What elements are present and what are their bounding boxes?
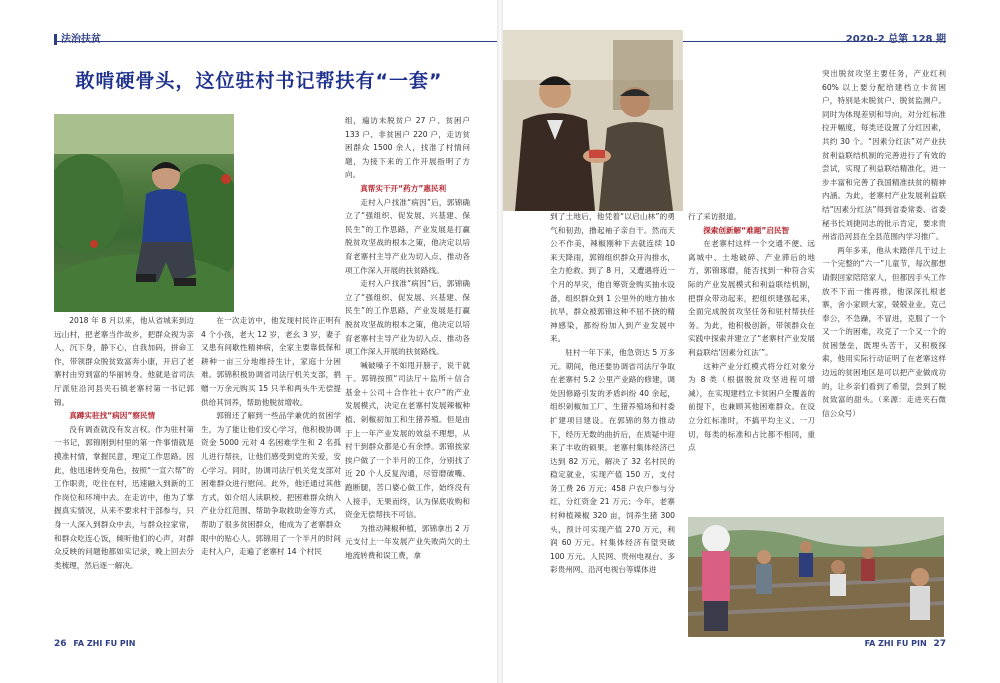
header-rule-left (54, 41, 497, 42)
footer-right (865, 639, 946, 649)
paragraph: 在老寨村这样一个交通不便、远离城中、土地破碎、产业滞后的地方，郭锦琢磨，能否找到一种符合实际的产业发展模式和利益联结机制，把群众带动起来，把组织建强起来，全面完成脱贫攻坚任务和驻村帮扶任务。为此，他积极创新，带领群众在实践中探索并建立了“老寨村产业发展利益联结‘因素分红法’”。 (688, 239, 815, 357)
column-a (54, 314, 194, 572)
paragraph: 走村入户找准“病因”后，郭锦确立了“强组织、促发展、兴基建、保民生”的工作思路，产业发展是打赢脱贫攻坚战的根本之策，他决定以培育老寨村主导产业为切入点、推动各项工作深入开展的扶贫路线。 (345, 279, 470, 357)
photo-man-in-field-icon (54, 114, 234, 312)
column-e (688, 210, 815, 455)
issue-tag: 2020-2 总第 128 期 (845, 34, 946, 45)
footer-label-left: FA ZHI FU PIN (73, 639, 136, 648)
paragraph: 驻村一年下来，他急资达 5 万多元。期间，他还要协调省司法厅争取在老寨村 5.2 公里产业路的修建，调处因修路引发的矛盾纠纷 40 余起，组织剁椒加工厂、生猪养殖场和村委扩建项目建设。在郭锦的努力推动下，经历无数的曲折后，在质疑中迎来了丰收的硕果。老寨村集体经济已达到 82 万元，解决了 32 名村民的稳定就业，实现产值 150 万，支付务工费 26 万元；458 户农户参与分红，分红资金 21 万元；今年，老寨村种植辣椒 320 亩，饲养生猪 300 头，预计可实现产值 270 万元，利润 60 万元。村集体经济有望突破 100 万元。人民网、贵州电视台、多彩贵州网、沿河电视台等媒体进 (550, 347, 675, 575)
photo-two-men-indoor-icon (503, 30, 683, 211)
paragraph: 行了采访报道。 (688, 212, 742, 221)
section-tag: 法治扶贫 (54, 34, 101, 45)
article-title: 敢啃硬骨头，这位驻村书记帮扶有“一套” (75, 70, 443, 92)
column-b (201, 314, 341, 559)
paragraph: 没有调查就没有发言权。作为驻村第一书记，郭锦刚到村里的第一件事情就是摸准村情，掌握民意，理定工作思路。因此，他迅速转变角色，按照“一宣六帮”的工作职责，吃住在村，迅速融入到新的工作岗位和环境中去。在走访中，他为了掌握真实情况，从来不要求村干部参与，只身一人深入到群众中去，与群众拉家常，和群众吃连心饭，倾听他们的心声，对群众反映的问题他都如实记录，晚上回去分类梳理，然后逐一解决。 (54, 424, 194, 570)
photo-two-men-indoor (503, 30, 683, 211)
paragraph: 两年多来，他从未踏伴几于过上一个完整的“六一”儿童节，每次都想请假回家陪陪家人，但都因手头工作放不下而一推再推，他深深扎根老寨，舍小家顾大家，兢兢业业，克己奉公，不急躁，不冒进，克服了一个又一个的困难，攻克了一个又一个的贫困堡垒，既埋头苦干，又积极探索，他用实际行动证明了在老寨这样边远的贫困地区是可以把产业做成功的，让乡亲们看到了希望，尝到了脱贫致富的甜头。（来源：走进夹石微信公众号） (822, 245, 946, 418)
photo-villagers-planting-icon (688, 517, 944, 637)
page-number-left: 26 (54, 639, 67, 649)
paragraph: 喊破嗓子不如甩开膀子，说干就干。郭锦按照“司法厅＋监所＋信合基金＋公司＋合作社＋农户”的产业发展模式，决定在老寨村发展辣椒种植、剁椒初加工和生猪养殖。但是由于上一年产业发展的效益不理想，从村干到群众都是心有余悸。郭锦挨家挨户做了一个半月的工作，分别找了近 20 个人反复沟通，尽管磨破嘴、跑断腿，苦口婆心做工作，始终没有人接手，无果而终，认为保底收购和资金无偿帮扶不可信。 (345, 360, 470, 520)
photo-villagers-planting (688, 517, 944, 637)
column-d (550, 210, 675, 577)
paragraph: 郭锦还了解到一些品学兼优的贫困学生，为了能让他们安心学习，他积极协调资金 5000 元对 4 名困难学生和 2 名孤儿进行帮扶，让他们感受到党的关爱，安心学习。同时，协调司法厅机关党支部对困难群众进行慰问。此外，他还通过其他方式，如介绍人读职校、把困难群众纳入产业分红范围、帮助争取救助金等方式，帮助了很多贫困群众，他成为了老寨群众眼中的贴心人。郭锦用了一个半月的时间走村入户，走遍了老寨村 14 个村民 (201, 411, 341, 557)
subheading-red: 真帮实干开“药方”惠民利 (360, 183, 447, 193)
subheading-red: 探索创新解“难题”启民智 (703, 225, 790, 235)
column-c (345, 114, 470, 563)
paragraph: 组，遍访未脱贫户 27 户、贫困户 133 户、非贫困户 220 户，走访贫困群众 1500 余人，找准了村情问题，为接下来的工作开展指明了方向。 (345, 116, 470, 180)
paragraph: 到了土地后，他凭着“以启山林”的勇气和韧劲，撸起袖子亲自干。然而天公不作美，辣椒刚种下去就连续 10 来天降雨，郭锦组织群众开沟排水，全力抢救。到了 8 月，又遭遇将近一个月的旱灾，他自筹资金购买抽水设备，组织群众到 1 公里外的地方抽水抗旱，群众被郭锦这种不屈不挠的精神感染，都纷纷加入到产业发展中来。 (550, 212, 675, 344)
footer-label-right: FA ZHI FU PIN (864, 639, 927, 648)
paragraph: 2018 年 8 月以来，他从省城来到边远山村，把老寨当作故乡，把群众视为亲人，沉下身，静下心，自我加码，拼命工作，带领群众脱贫致富奔小康，开启了老寨村由穷到富的华丽转身。他就是省司法厅派驻沿河县夹石镇老寨村第一书记郭锦。 (54, 316, 194, 407)
footer-left (54, 639, 135, 649)
paragraph: 突出脱贫攻坚主要任务，产业红利 60% 以上要分配给建档立卡贫困户，特别是未脱贫户、脱贫监测户。同时为体现差别和导向，对分红标准拉开幅度，每类还设置了分红因素，共约 30 个。“因素分红法”对产业扶贫利益联结机制的完善进行了有效的尝试，实现了利益联结精准化，进一步丰富和完善了我国精准扶贫的精神内涵。为此，老寨村产业发展利益联结“因素分红法”得到省委常委、省委秘书长刘捷同志的批示肯定，要求贵州省沿河县在全县范围内学习推广。 (822, 69, 946, 242)
subheading-red: 真蹲实驻找“病因”察民情 (69, 411, 156, 421)
column-f (822, 67, 946, 420)
photo-man-in-field (54, 114, 234, 312)
paragraph: 走村入户找准“病因”后，郭锦确立了“强组织、促发展、兴基建、保民生”的工作思路，产业发展是打赢脱贫攻坚战的根本之策，他决定以培育老寨村主导产业为切入点、推动各项工作深入开展的扶贫路线。 (345, 197, 470, 275)
paragraph: 为推动辣椒种植，郭锦拿出 2 万元支付上一年发展产业失败尚欠的土地流转费和误工费，拿 (345, 523, 470, 560)
page-number-right: 27 (933, 639, 946, 649)
paragraph: 在一次走访中，他发现村民许正明有 4 个小孩，老大 12 岁，老幺 3 岁，妻子又患有间歇性精神病，全家主要靠低保和耕种一亩三分地维持生计，家庭十分困难。郭锦积极协调省司法厅机关支部，捐赠一万余元购买 15 只羊和两头牛无偿提供给其饲养，帮助他脱贫增收。 (201, 316, 341, 407)
paragraph: 这种产业分红模式将分红对象分为 8 类（根据脱贫攻坚进程可增减），在实现建档立卡贫困户全覆盖的前提下，也兼顾其他困难群众。在设立分红标准时，不搞平均主义、一刀切，每类的标准和占比都不相同，重点 (688, 361, 815, 453)
